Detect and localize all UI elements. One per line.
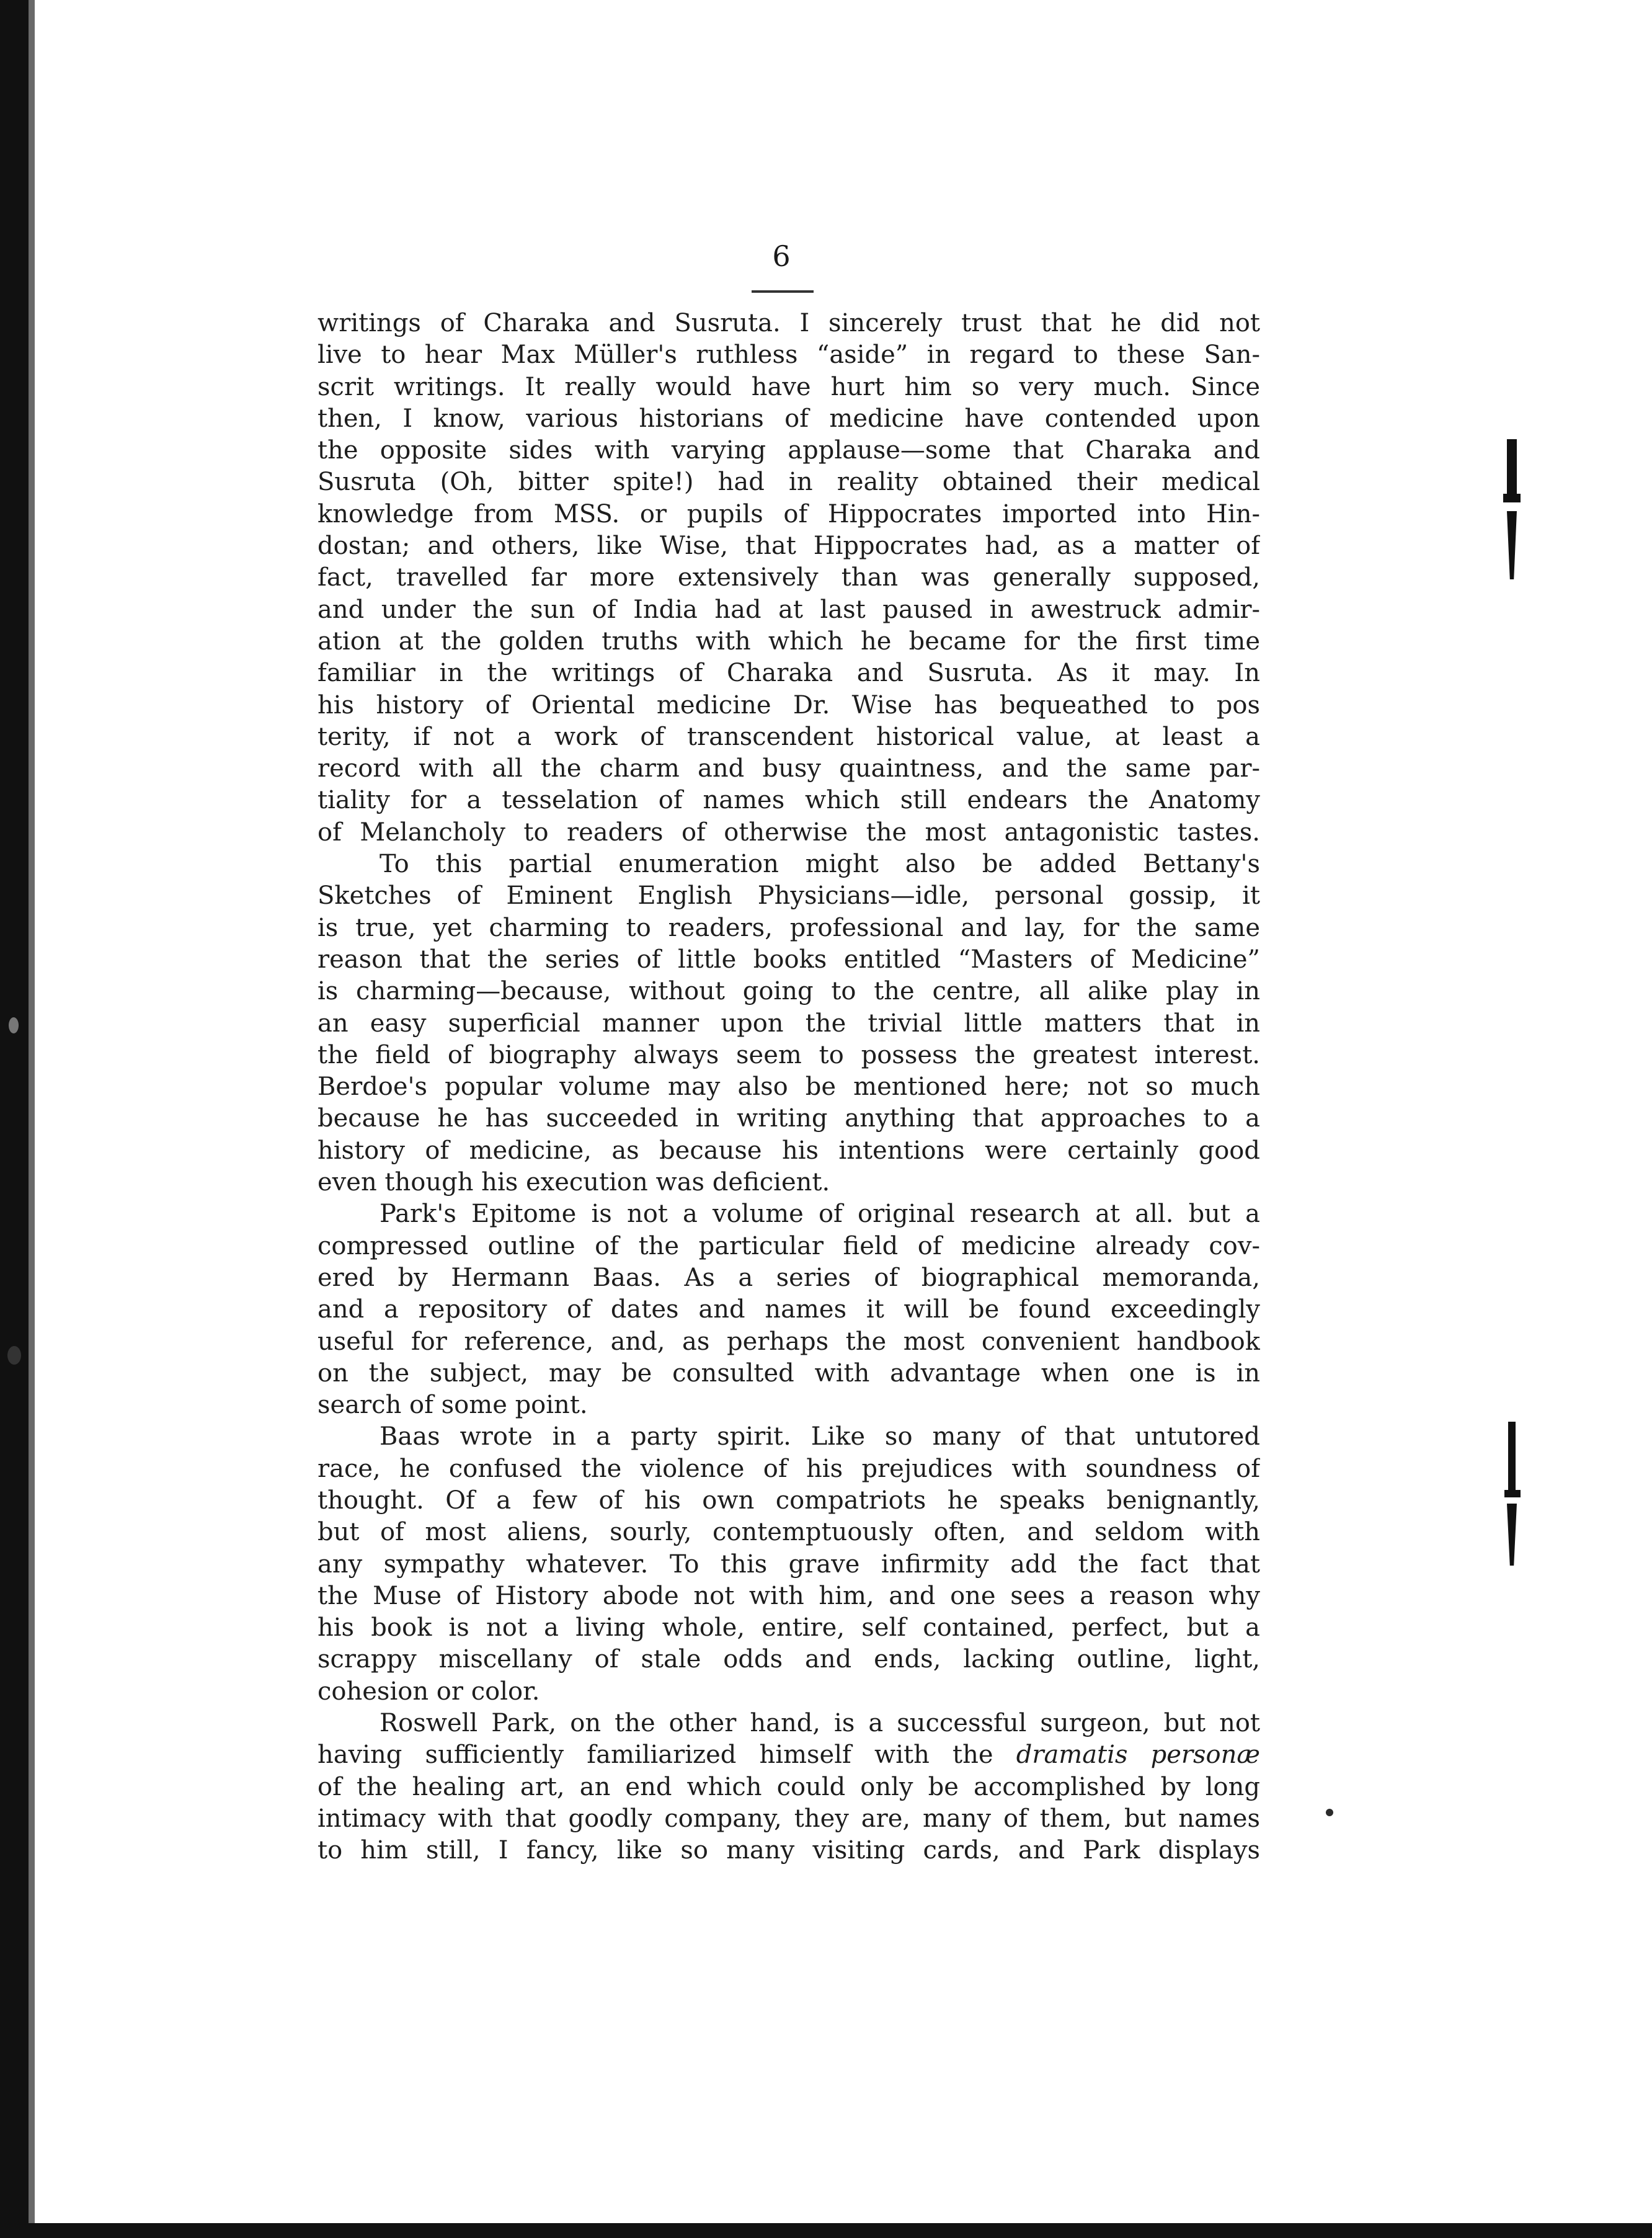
margin-smudge-left-lower xyxy=(7,1346,21,1365)
text-line: even though his execution was deficient. xyxy=(318,1168,830,1197)
text-line: then, I know, various historians of medicine have contended upon xyxy=(318,404,1260,433)
text-line: of the healing art, an end which could only be accomplished by long xyxy=(318,1772,1260,1801)
text-line: but of most aliens, sourly, contemptuously often, and seldom with xyxy=(318,1518,1260,1547)
text-run: having sufficiently familiarized himself with the xyxy=(318,1741,1016,1770)
text-line: of Melancholy to readers of otherwise the most antagonistic tastes. xyxy=(318,818,1260,847)
text-line: search of some point. xyxy=(318,1391,588,1420)
text-line: dostan; and others, like Wise, that Hippocrates had, as a matter of xyxy=(318,532,1260,561)
text-line: Roswell Park, on the other hand, is a successful surgeon, but not xyxy=(380,1709,1260,1738)
scan-left-shadow xyxy=(29,0,35,2238)
text-line: and a repository of dates and names it will be found exceedingly xyxy=(318,1295,1260,1324)
paragraph-1 xyxy=(318,308,1260,849)
text-line: To this partial enumeration might also be added Bettany's xyxy=(380,850,1260,879)
text-line: knowledge from MSS. or pupils of Hippocrates imported into Hin- xyxy=(318,499,1260,528)
margin-smudge-left-upper xyxy=(9,1017,19,1033)
text-line: fact, travelled far more extensively than was generally supposed, xyxy=(318,563,1260,592)
text-line: Baas wrote in a party spirit. Like so many of that untutored xyxy=(380,1422,1260,1451)
text-line: cohesion or color. xyxy=(318,1677,540,1706)
paragraph-4 xyxy=(318,1421,1260,1708)
text-line: his book is not a living whole, entire, self contained, perfect, but a xyxy=(318,1613,1260,1643)
text-line: live to hear Max Müller's ruthless “aside” in regard to these San- xyxy=(318,341,1260,370)
margin-mark-upper-bar xyxy=(1507,439,1517,494)
text-line: the field of biography always seem to possess the greatest interest. xyxy=(318,1040,1260,1069)
paragraph-2 xyxy=(318,849,1260,1198)
text-line: any sympathy whatever. To this grave infirmity add the fact that xyxy=(318,1549,1260,1579)
text-line: Sketches of Eminent English Physicians—idle, personal gossip, it xyxy=(318,881,1260,911)
text-line: because he has succeeded in writing anything that approaches to a xyxy=(318,1104,1260,1133)
paragraph-5 xyxy=(318,1708,1260,1866)
text-line: intimacy with that goodly company, they are, many of them, but names xyxy=(318,1804,1260,1833)
text-line: the opposite sides with varying applause—some that Charaka and xyxy=(318,436,1260,465)
text-line: is charming—because, without going to the centre, all alike play in xyxy=(318,977,1260,1006)
margin-dot-right xyxy=(1326,1809,1333,1816)
text-line: ation at the golden truths with which he became for the first time xyxy=(318,626,1260,656)
text-line: tiality for a tesselation of names which still endears the Anatomy xyxy=(318,786,1260,815)
text-line: and under the sun of India had at last paused in awestruck admir- xyxy=(318,595,1260,624)
margin-mark-upper-notch xyxy=(1503,494,1521,502)
text-line: his history of Oriental medicine Dr. Wise has bequeathed to pos xyxy=(318,690,1260,720)
margin-mark-lower-tail xyxy=(1507,1504,1517,1566)
italic-phrase: dramatis personæ xyxy=(1016,1741,1260,1770)
text-line: history of medicine, as because his intentions were certainly good xyxy=(318,1136,1260,1165)
margin-mark-upper-tail xyxy=(1507,511,1517,579)
text-line: the Muse of History abode not with him, and one sees a reason why xyxy=(318,1581,1260,1610)
text-line: terity, if not a work of transcendent historical value, at least a xyxy=(318,722,1260,751)
text-line: reason that the series of little books entitled “Masters of Medicine” xyxy=(318,945,1260,974)
text-line: scrit writings. It really would have hurt him so very much. Since xyxy=(318,372,1260,401)
text-line: Park's Epitome is not a volume of original research at all. but a xyxy=(380,1200,1260,1229)
text-line-with-italic xyxy=(318,1739,1260,1771)
text-line: ered by Hermann Baas. As a series of biographical memoranda, xyxy=(318,1263,1260,1292)
text-line: record with all the charm and busy quaintness, and the same par- xyxy=(318,754,1260,783)
scan-left-border xyxy=(0,0,29,2238)
text-line: to him still, I fancy, like so many visiting cards, and Park displays xyxy=(318,1836,1260,1865)
body-text xyxy=(318,308,1260,1867)
page-number-rule xyxy=(752,290,814,293)
margin-mark-lower-notch xyxy=(1504,1490,1521,1497)
text-line: is true, yet charming to readers, professional and lay, for the same xyxy=(318,913,1260,942)
text-line: an easy superficial manner upon the trivial little matters that in xyxy=(318,1009,1260,1038)
text-line: thought. Of a few of his own compatriots he speaks benignantly, xyxy=(318,1486,1260,1515)
text-line: scrappy miscellany of stale odds and ends, lacking outline, light, xyxy=(318,1645,1260,1674)
margin-mark-lower-bar xyxy=(1508,1422,1516,1490)
text-line: Berdoe's popular volume may also be mentioned here; not so much xyxy=(318,1072,1260,1102)
text-line: familiar in the writings of Charaka and Susruta. As it may. In xyxy=(318,659,1260,688)
text-line: useful for reference, and, as perhaps the most convenient handbook xyxy=(318,1327,1260,1356)
page-number: 6 xyxy=(772,239,791,273)
paragraph-3 xyxy=(318,1198,1260,1421)
scan-bottom-border xyxy=(0,2223,1652,2238)
text-line: compressed outline of the particular field of medicine already cov- xyxy=(318,1231,1260,1260)
text-line: on the subject, may be consulted with advantage when one is in xyxy=(318,1358,1260,1388)
text-line: writings of Charaka and Susruta. I sincerely trust that he did not xyxy=(318,309,1260,337)
text-line: Susruta (Oh, bitter spite!) had in reality obtained their medical xyxy=(318,468,1260,497)
text-line: race, he confused the violence of his prejudices with soundness of xyxy=(318,1454,1260,1483)
